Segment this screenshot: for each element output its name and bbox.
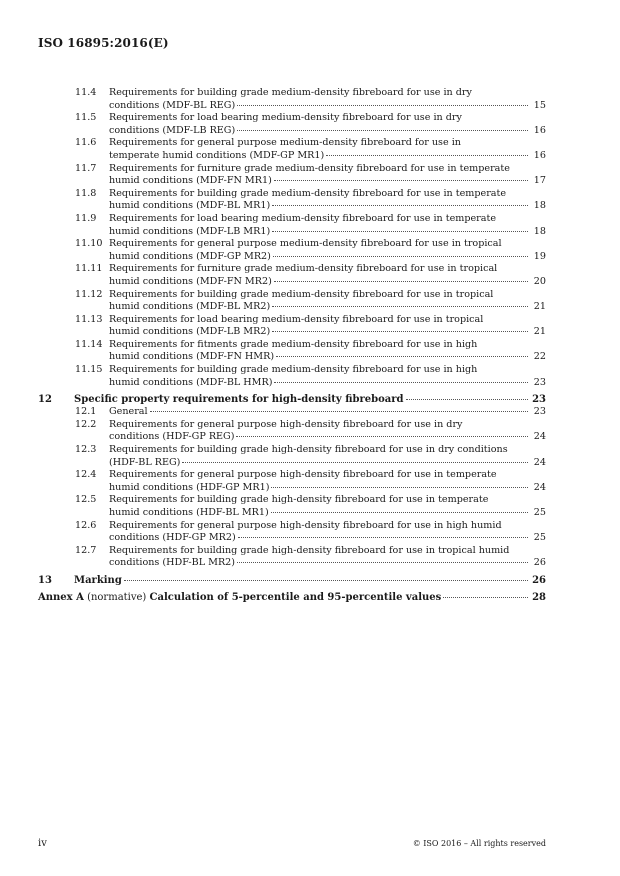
toc-entry-title-line2: humid conditions (MDF-FN MR2): [109, 275, 272, 287]
toc-entry-title-line2: humid conditions (MDF-FN MR1): [109, 175, 272, 187]
toc-entry-number: 12: [38, 394, 52, 406]
annex-label: Annex A: [38, 591, 84, 603]
toc-entry-11-5[interactable]: [38, 112, 546, 137]
dot-leader: [276, 356, 528, 357]
dot-leader: [236, 436, 528, 437]
dot-leader: [271, 487, 528, 488]
toc-entry-page: 20: [533, 275, 546, 287]
toc-entry-number: 11.10: [75, 238, 103, 250]
dot-leader: [150, 411, 528, 412]
toc-entry-number: 11.7: [75, 162, 97, 174]
toc-entry-page: 15: [533, 99, 546, 111]
toc-entry-page: 24: [533, 481, 546, 493]
toc-entry-title-line2: humid conditions (MDF-LB MR1): [109, 225, 271, 237]
dot-leader: [272, 205, 528, 206]
toc-entry-12-5[interactable]: [38, 494, 546, 519]
toc-entry-11-10[interactable]: [38, 238, 546, 263]
toc-entry-number: 12.1: [75, 406, 97, 418]
toc-entry-annex-a[interactable]: [38, 591, 546, 604]
toc-entry-page: 21: [533, 326, 546, 338]
toc-entry-title-line1: Requirements for general purpose medium-density fibreboard for use in: [109, 137, 461, 149]
toc-entry-number: 12.6: [75, 519, 97, 531]
toc-entry-title-line1: Requirements for fitments grade medium-density fibreboard for use in high: [109, 338, 478, 350]
toc-entry-page: 26: [533, 557, 546, 569]
toc-entry-title-line2: humid conditions (MDF-LB MR2): [109, 326, 271, 338]
dot-leader: [273, 256, 528, 257]
toc-entry-11-7[interactable]: [38, 163, 546, 188]
toc-entry-title-line1: Requirements for general purpose high-density fibreboard for use in high humid: [109, 519, 502, 531]
dot-leader: [237, 130, 528, 131]
toc-entry-title-line1: Requirements for general purpose medium-density fibreboard for use in tropical: [109, 238, 502, 250]
toc-entry-title-line1: Requirements for building grade high-density fibreboard for use in temperate: [109, 494, 489, 506]
dot-leader: [124, 580, 528, 581]
toc-entry-title-line2: conditions (HDF-GP MR2): [109, 532, 236, 544]
toc-entry-title: Marking: [74, 574, 122, 586]
dot-leader: [271, 512, 528, 513]
toc-entry-title-line1: Requirements for furniture grade medium-density fibreboard for use in tropical: [109, 263, 498, 275]
toc-entry-12-2[interactable]: [38, 419, 546, 444]
dot-leader: [272, 306, 528, 307]
toc-entry-page: 17: [533, 175, 546, 187]
toc-entry-title-line2: conditions (MDF-BL REG): [109, 99, 236, 111]
toc-entry-title-line1: Requirements for furniture grade medium-density fibreboard for use in temperate: [109, 162, 510, 174]
toc-entry-title-line1: Requirements for building grade high-density fibreboard for use in tropical humid: [109, 544, 510, 556]
dot-leader: [237, 562, 528, 563]
dot-leader: [274, 281, 528, 282]
dot-leader: [326, 155, 528, 156]
toc-entry-number: 12.2: [75, 418, 97, 430]
toc-entry-11-15[interactable]: [38, 364, 546, 389]
dot-leader: [237, 105, 528, 106]
toc-entry-title-line1: Requirements for general purpose high-density fibreboard for use in dry: [109, 418, 463, 430]
table-of-contents: [38, 87, 546, 604]
toc-entry-page: 25: [533, 507, 546, 518]
toc-entry-title-line2: humid conditions (MDF-BL HMR): [109, 376, 273, 388]
toc-entry-11-6[interactable]: [38, 137, 546, 162]
toc-entry-page: 22: [533, 351, 546, 363]
toc-entry-page: 18: [533, 200, 546, 212]
toc-entry-11-4[interactable]: [38, 87, 546, 112]
toc-entry-number: 11.11: [75, 263, 103, 275]
toc-entry-page: 24: [533, 456, 546, 468]
toc-entry-number: 11.15: [75, 364, 103, 376]
toc-entry-title-line1: Requirements for building grade medium-density fibreboard for use in temperate: [109, 187, 507, 199]
toc-entry-title-line2: conditions (HDF-BL MR2): [109, 557, 236, 569]
toc-entry-12-3[interactable]: [38, 444, 546, 469]
toc-entry-12-6[interactable]: [38, 520, 546, 545]
toc-entry-page: 26: [532, 574, 546, 586]
dot-leader: [272, 231, 528, 232]
toc-entry-title-line1: Requirements for load bearing medium-density fibreboard for use in dry: [109, 112, 462, 124]
toc-entry-12-4[interactable]: [38, 469, 546, 494]
toc-entry-page: 16: [533, 149, 546, 161]
toc-entry-11-14[interactable]: [38, 339, 546, 364]
toc-entry-title-line1: Requirements for general purpose high-density fibreboard for use in temperate: [109, 469, 497, 481]
toc-entry-11-8[interactable]: [38, 188, 546, 213]
footer-copyright: © ISO 2016 – All rights reserved: [412, 839, 546, 848]
section-12-subentries: [38, 406, 546, 570]
toc-entry-number: 11.13: [75, 313, 103, 325]
dot-leader: [272, 331, 528, 332]
annex-type: (normative): [87, 591, 147, 603]
toc-entry-title-line2: temperate humid conditions (MDF-GP MR1): [109, 149, 325, 161]
toc-entry-page: 19: [533, 250, 546, 262]
toc-entry-title-line1: Requirements for building grade medium-density fibreboard for use in tropical: [109, 288, 494, 300]
dot-leader: [274, 180, 528, 181]
toc-entry-title-line1: Requirements for building grade medium-density fibreboard for use in high: [109, 364, 478, 376]
dot-leader: [443, 597, 528, 598]
toc-entry-12-1[interactable]: [38, 406, 546, 419]
toc-entry-title-line1: Requirements for load bearing medium-density fibreboard for use in temperate: [109, 212, 497, 224]
toc-entry-number: 12.4: [75, 469, 97, 481]
toc-entry-title-line2: humid conditions (MDF-FN HMR): [109, 351, 275, 363]
toc-entry-number: 12.7: [75, 544, 97, 556]
document-header: ISO 16895:2016(E): [38, 36, 169, 50]
toc-entry-number: 11.5: [75, 112, 97, 124]
toc-entry-title-line2: humid conditions (MDF-BL MR1): [109, 200, 271, 212]
toc-entry-title-line2: conditions (HDF-GP REG): [109, 431, 235, 443]
toc-entry-title-line2: humid conditions (HDF-BL MR1): [109, 507, 269, 518]
footer-page-number: iv: [38, 838, 47, 849]
toc-entry-12-7[interactable]: [38, 545, 546, 570]
section-11-subentries: [38, 87, 546, 389]
dot-leader: [406, 399, 528, 400]
toc-entry-12[interactable]: [38, 393, 546, 406]
toc-entry-number: 11.6: [75, 137, 97, 149]
toc-entry-number: 11.9: [75, 212, 97, 224]
toc-entry-title-line1: Requirements for building grade medium-density fibreboard for use in dry: [109, 87, 472, 98]
toc-entry-number: 12.5: [75, 494, 97, 506]
dot-leader: [238, 537, 528, 538]
toc-entry-page: 18: [533, 225, 546, 237]
toc-entry-number: 11.8: [75, 187, 97, 199]
toc-entry-page: 23: [533, 406, 546, 418]
toc-entry-11-12[interactable]: [38, 289, 546, 314]
toc-entry-number: 11.14: [75, 338, 103, 350]
toc-entry-title-line2: humid conditions (MDF-GP MR2): [109, 250, 271, 262]
toc-entry-title-line2: humid conditions (HDF-GP MR1): [109, 481, 270, 493]
toc-entry-number: 12.3: [75, 444, 97, 456]
dot-leader: [274, 382, 528, 383]
dot-leader: [182, 462, 528, 463]
toc-entry-page: 23: [532, 394, 546, 406]
toc-entry-11-13[interactable]: [38, 314, 546, 339]
toc-entry-title: Specific property requirements for high-density fibreboard: [74, 394, 404, 406]
toc-entry-number: 11.4: [75, 87, 97, 98]
toc-entry-page: 16: [533, 124, 546, 136]
toc-entry-page: 24: [533, 431, 546, 443]
toc-entry-number: 11.12: [75, 288, 103, 300]
toc-entry-number: 13: [38, 574, 52, 586]
toc-entry-title-line2: (HDF-BL REG): [109, 456, 181, 468]
toc-entry-page: 21: [533, 301, 546, 313]
toc-entry-title-line2: conditions (MDF-LB REG): [109, 124, 236, 136]
toc-entry-page: 23: [533, 376, 546, 388]
toc-entry-page: 28: [532, 591, 546, 603]
toc-entry-title-line2: humid conditions (MDF-BL MR2): [109, 301, 271, 313]
annex-title: Calculation of 5-percentile and 95-percentile values: [149, 591, 442, 603]
toc-entry-title-line1: Requirements for load bearing medium-density fibreboard for use in tropical: [109, 313, 484, 325]
toc-entry-13[interactable]: [38, 574, 546, 587]
toc-entry-title-line2: General: [109, 406, 148, 418]
toc-entry-11-11[interactable]: [38, 263, 546, 288]
toc-entry-11-9[interactable]: [38, 213, 546, 238]
toc-entry-page: 25: [533, 532, 546, 544]
toc-entry-title-line1: Requirements for building grade high-density fibreboard for use in dry conditions: [109, 444, 508, 456]
